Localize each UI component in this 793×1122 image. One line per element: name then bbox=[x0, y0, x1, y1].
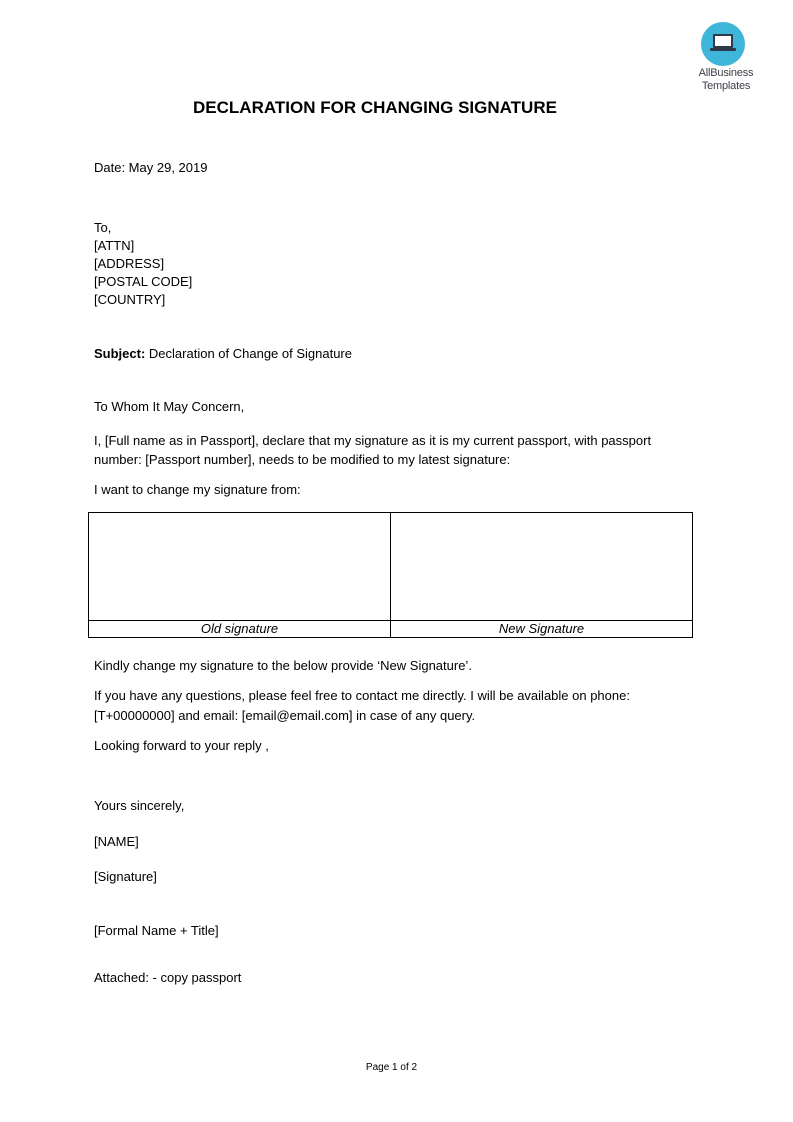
address-to: To, bbox=[94, 220, 112, 235]
yours-sincerely: Yours sincerely, bbox=[94, 798, 185, 813]
date-line: Date: May 29, 2019 bbox=[94, 160, 208, 175]
subject-text: Declaration of Change of Signature bbox=[148, 346, 352, 361]
signature-table bbox=[88, 512, 693, 638]
page-footer: Page 1 of 2 bbox=[365, 1062, 418, 1073]
questions-line2: [T+00000000] and email: [email@email.com] in case of any query. bbox=[94, 708, 476, 723]
signer-formal-name: [Formal Name + Title] bbox=[94, 923, 219, 938]
kindly-change-line: Kindly change my signature to the below provide ‘New Signature’. bbox=[94, 658, 472, 673]
subject-label: Subject: bbox=[94, 346, 146, 361]
allbusiness-templates-logo bbox=[690, 22, 762, 94]
questions-line1: If you have any questions, please feel free to contact me directly. I will be available on phone: bbox=[94, 688, 630, 703]
address-country: [COUNTRY] bbox=[94, 292, 166, 307]
logo-brand-line2: Templates bbox=[701, 80, 751, 92]
new-signature-caption: New Signature bbox=[391, 621, 693, 638]
body-paragraph-line1: I, [Full name as in Passport], declare that my signature as it is my current passport, with passport bbox=[94, 433, 652, 448]
address-street: [ADDRESS] bbox=[94, 256, 165, 271]
new-signature-box bbox=[391, 513, 693, 621]
change-from-line: I want to change my signature from: bbox=[94, 482, 301, 497]
signer-signature: [Signature] bbox=[94, 869, 157, 884]
address-attn: [ATTN] bbox=[94, 238, 135, 253]
looking-forward-line: Looking forward to your reply , bbox=[94, 738, 269, 753]
body-paragraph-line2: number: [Passport number], needs to be modified to my latest signature: bbox=[94, 452, 511, 467]
old-signature-box bbox=[89, 513, 391, 621]
logo-brand-line1: AllBusiness bbox=[698, 67, 754, 79]
document-title: DECLARATION FOR CHANGING SIGNATURE bbox=[193, 98, 557, 117]
salutation: To Whom It May Concern, bbox=[94, 399, 245, 414]
attached-line: Attached: - copy passport bbox=[94, 970, 242, 985]
subject-line bbox=[94, 346, 352, 361]
old-signature-caption: Old signature bbox=[89, 621, 391, 638]
address-postal-code: [POSTAL CODE] bbox=[94, 274, 193, 289]
laptop-icon bbox=[701, 22, 745, 66]
signer-name: [NAME] bbox=[94, 834, 139, 849]
